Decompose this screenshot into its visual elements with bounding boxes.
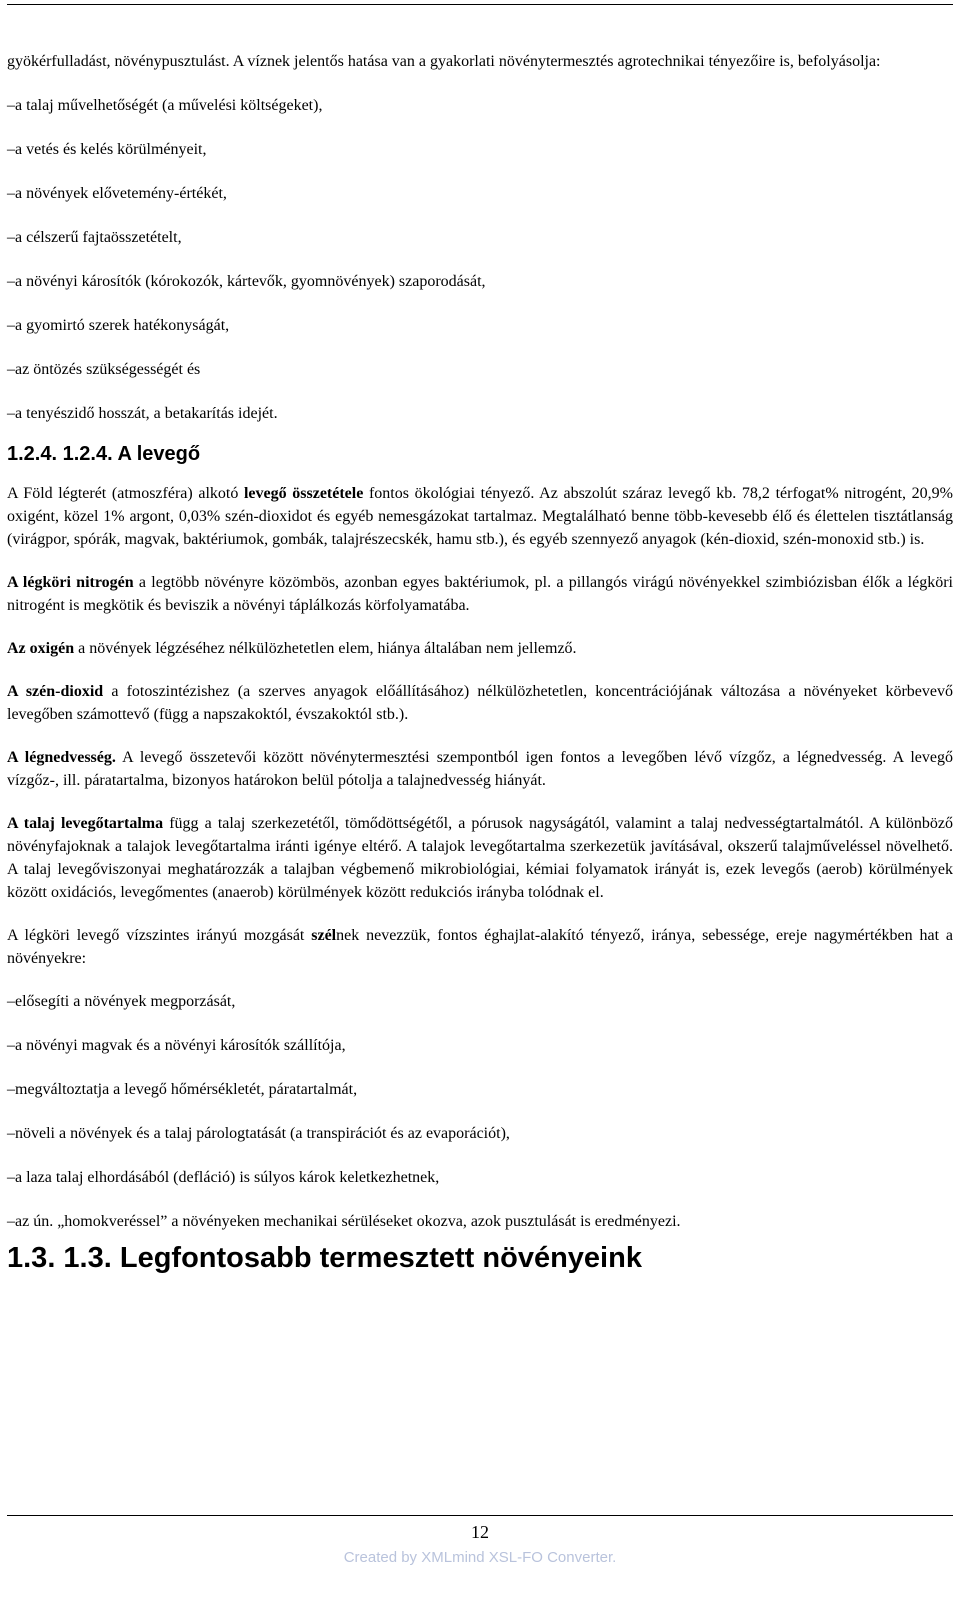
list-item: –a talaj művelhetőségét (a művelési költségeket), xyxy=(7,97,323,114)
bottom-rule xyxy=(7,1515,953,1516)
intro-paragraph: gyökérfulladást, növénypusztulást. A víznek jelentős hatása van a gyakorlati növénytermesztés agrotechnikai tényezőire is, befolyásolja: xyxy=(7,53,881,70)
top-rule xyxy=(7,4,953,5)
wind-effects-list xyxy=(7,990,953,1233)
humidity-paragraph: A légnedvesség. A levegő összetevői között növénytermesztési szempontból igen fontos a levegőben lévő vízgőz, a légnedvesség. A levegő vízgőz-, ill. páratartalma, bizonyos határokon belül pótolja a talajnedvesség hiányát. xyxy=(7,749,953,789)
list-item: –növeli a növények és a talaj párologtatását (a transpirációt és az evaporációt), xyxy=(7,1125,510,1142)
list-item: –a tenyészidő hosszát, a betakarítás idejét. xyxy=(7,405,278,422)
section-heading-air: 1.2.4. 1.2.4. A levegő xyxy=(7,443,201,465)
air-composition-paragraph: A Föld légterét (atmoszféra) alkotó levegő összetétele fontos ökológiai tényező. Az abszolút száraz levegő kb. 78,2 térfogat% nitrogént, 20,9% oxigént, közel 1% argont, 0,03% szén-dioxidot és egyéb nemesgázokat tartalmaz. Megtalálható benne több-kevesebb élő és élettelen tisztátlanság (virágpor, spórák, magvak, baktériumok, gombák, talajrészecskék, hamu stb.), és egyéb szennyező anyagok (kén-dioxid, szén-monoxid stb.) is. xyxy=(7,485,954,548)
bold-term: szél xyxy=(311,927,337,944)
bold-term: A légköri nitrogén xyxy=(7,574,134,591)
co2-paragraph: A szén-dioxid a fotoszintézishez (a szerves anyagok előállításához) nélkülözhetetlen, koncentrációjának változása a növényeket körbevevő levegőben számottevő (függ a napszakoktól, évszakoktól stb.). xyxy=(7,683,954,723)
list-item: –megváltoztatja a levegő hőmérsékletét, páratartalmát, xyxy=(7,1081,358,1098)
water-effects-list xyxy=(7,94,953,425)
footer-credit: Created by XMLmind XSL-FO Converter. xyxy=(343,1549,617,1566)
list-item: –az ún. „homokveréssel” a növényeken mechanikai sérüléseket okozva, azok pusztulását is eredményezi. xyxy=(7,1213,681,1230)
list-item: –a vetés és kelés körülményeit, xyxy=(7,141,207,158)
bold-term: A talaj levegőtartalma xyxy=(7,815,164,832)
list-item: –a növényi magvak és a növényi károsítók szállítója, xyxy=(7,1037,346,1054)
soil-air-paragraph: A talaj levegőtartalma függ a talaj szerkezetétől, tömődöttségétől, a pórusok nagyságától, valamint a talaj nedvességtartalmától. A különböző növényfajoknak a talajok levegőtartalma iránti igénye eltérő. A talajok levegőtartalma szerkezetük javításával, okszerű talajműveléssel növelhető. A talaj levegőviszonyai meghatározzák a talajban végbemenő mikrobiológiai, kémiai folyamatok irányát is, ezek levegős (aerob) körülmények között oxidációs, levegőmentes (anaerob) körülmények között redukciós irányba tolódnak el. xyxy=(7,815,953,901)
list-item: –a gyomirtó szerek hatékonyságát, xyxy=(7,317,230,334)
list-item: –a növényi károsítók (kórokozók, kártevők, gyomnövények) szaporodását, xyxy=(7,273,486,290)
bold-term: A légnedvesség. xyxy=(7,749,116,766)
oxygen-paragraph: Az oxigén a növények légzéséhez nélkülözhetetlen elem, hiánya általában nem jellemző. xyxy=(7,640,577,657)
list-item: –a növények elővetemény-értékét, xyxy=(7,185,227,202)
bold-term: levegő összetétele xyxy=(243,485,364,502)
list-item: –az öntözés szükségességét és xyxy=(7,361,201,378)
page-content xyxy=(7,50,953,1275)
wind-paragraph: A légköri levegő vízszintes irányú mozgását szélnek nevezzük, fontos éghajlat-alakító tényező, iránya, sebessége, ereje nagymértékben hat a növényekre: xyxy=(7,927,953,967)
nitrogen-paragraph: A légköri nitrogén a legtöbb növényre közömbös, azonban egyes baktériumok, pl. a pillangós virágú növényekkel szimbiózisban élők a légköri nitrogént is megkötik és beviszik a növényi táplálkozás körfolyamatába. xyxy=(7,574,953,614)
bold-term: Az oxigén xyxy=(7,640,75,657)
bold-term: A szén-dioxid xyxy=(7,683,104,700)
list-item: –a laza talaj elhordásából (defláció) is súlyos károk keletkezhetnek, xyxy=(7,1169,440,1186)
section-heading-plants: 1.3. 1.3. Legfontosabb termesztett növényeink xyxy=(7,1242,642,1274)
footer-link[interactable]: XMLmind XSL-FO Converter xyxy=(421,1549,613,1566)
page-number: 12 xyxy=(471,1522,489,1542)
list-item: –a célszerű fajtaösszetételt, xyxy=(7,229,182,246)
list-item: –elősegíti a növények megporzását, xyxy=(7,993,236,1010)
